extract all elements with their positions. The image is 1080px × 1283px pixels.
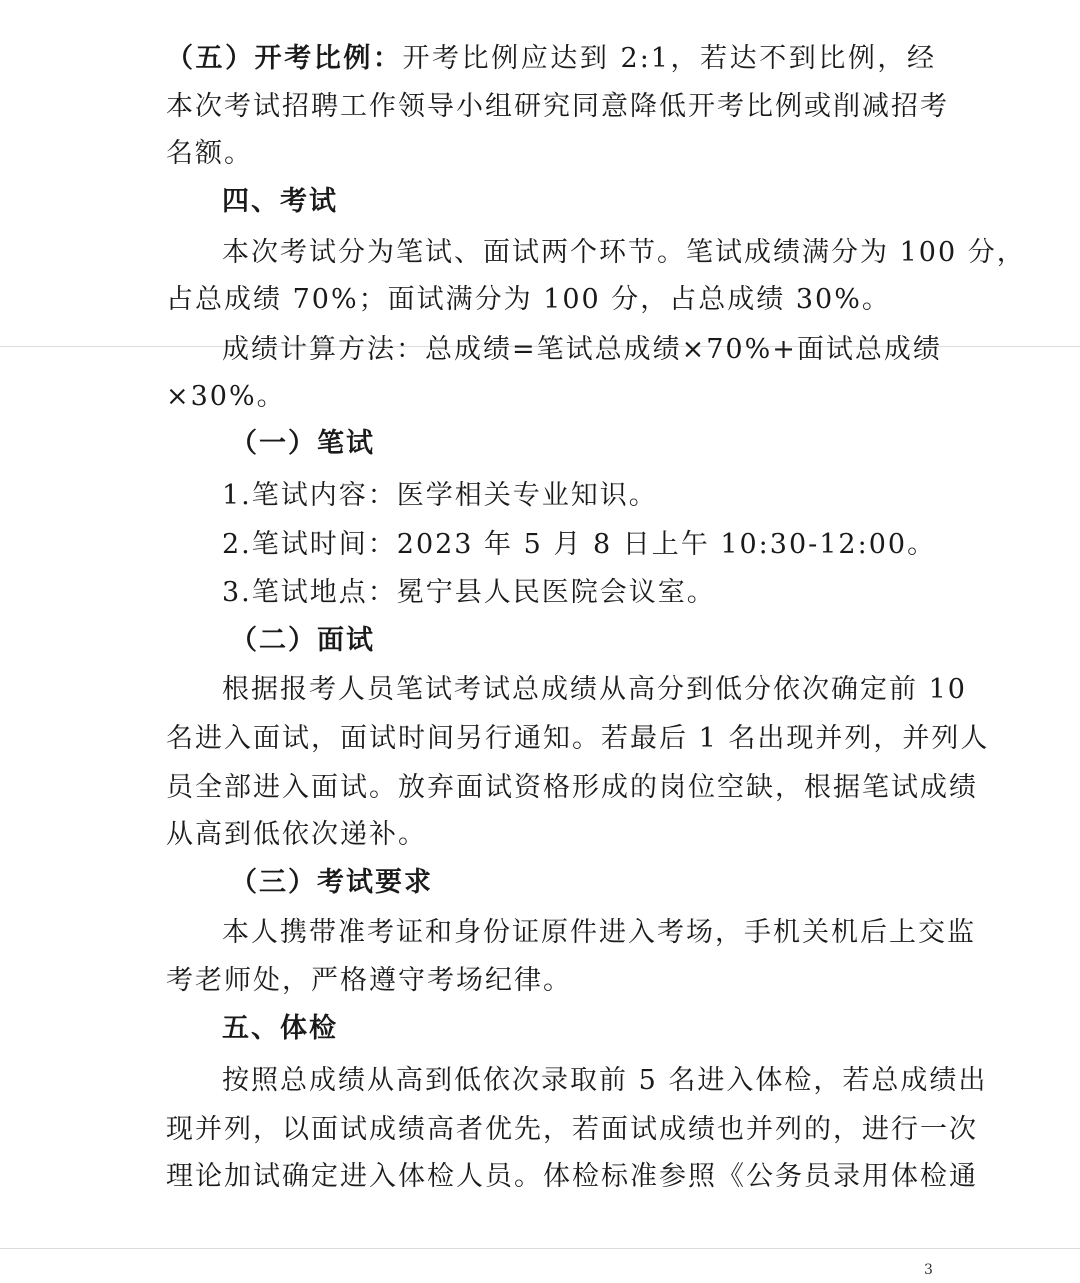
exam-intro-line-1: 本次考试分为笔试、面试两个环节。笔试成绩满分为 100 分， [222,237,1026,268]
medical-line-1: 按照总成绩从高到低依次录取前 5 名进入体检，若总成绩出 [222,1065,988,1096]
interview-line-2: 名进入面试，面试时间另行通知。若最后 1 名出现并列，并列人 [166,723,990,754]
section-5-line-3: 名额。 [166,138,253,169]
exam-intro-line-2: 占总成绩 70%；面试满分为 100 分，占总成绩 30%。 [166,284,891,315]
heading-exam: 四、考试 [222,186,338,217]
heading-medical-exam: 五、体检 [222,1013,338,1044]
medical-line-3: 理论加试确定进入体检人员。体检标准参照《公务员录用体检通 [166,1161,978,1192]
heading-written-exam: （一）笔试 [230,428,375,459]
written-time: 2.笔试时间：2023 年 5 月 8 日上午 10:30-12:00。 [222,529,937,560]
heading-interview: （二）面试 [230,625,375,656]
section-5-line-2: 本次考试招聘工作领导小组研究同意降低开考比例或削减招考 [166,91,949,122]
score-formula-line-2: ×30%。 [166,381,286,412]
requirements-line-1: 本人携带准考证和身份证原件进入考场，手机关机后上交监 [222,917,976,948]
interview-line-1: 根据报考人员笔试考试总成绩从高分到低分依次确定前 10 [222,674,967,705]
section-5-heading: （五）开考比例： [166,43,403,74]
score-formula-line-1: 成绩计算方法：总成绩=笔试总成绩×70%+面试总成绩 [222,334,942,365]
section-5-line-1 [166,40,936,78]
page-number: 3 [924,1262,933,1278]
written-content: 1.笔试内容：医学相关专业知识。 [222,480,658,511]
interview-line-3: 员全部进入面试。放弃面试资格形成的岗位空缺，根据笔试成绩 [166,772,978,803]
medical-line-2: 现并列，以面试成绩高者优先，若面试成绩也并列的，进行一次 [166,1114,978,1145]
heading-exam-requirements: （三）考试要求 [230,867,433,898]
page-bottom-edge [0,1248,1080,1249]
section-5-text: 开考比例应达到 2:1，若达不到比例，经 [402,43,936,74]
requirements-line-2: 考老师处，严格遵守考场纪律。 [166,965,572,996]
interview-line-4: 从高到低依次递补。 [166,819,427,850]
written-location: 3.笔试地点：冕宁县人民医院会议室。 [222,577,716,608]
